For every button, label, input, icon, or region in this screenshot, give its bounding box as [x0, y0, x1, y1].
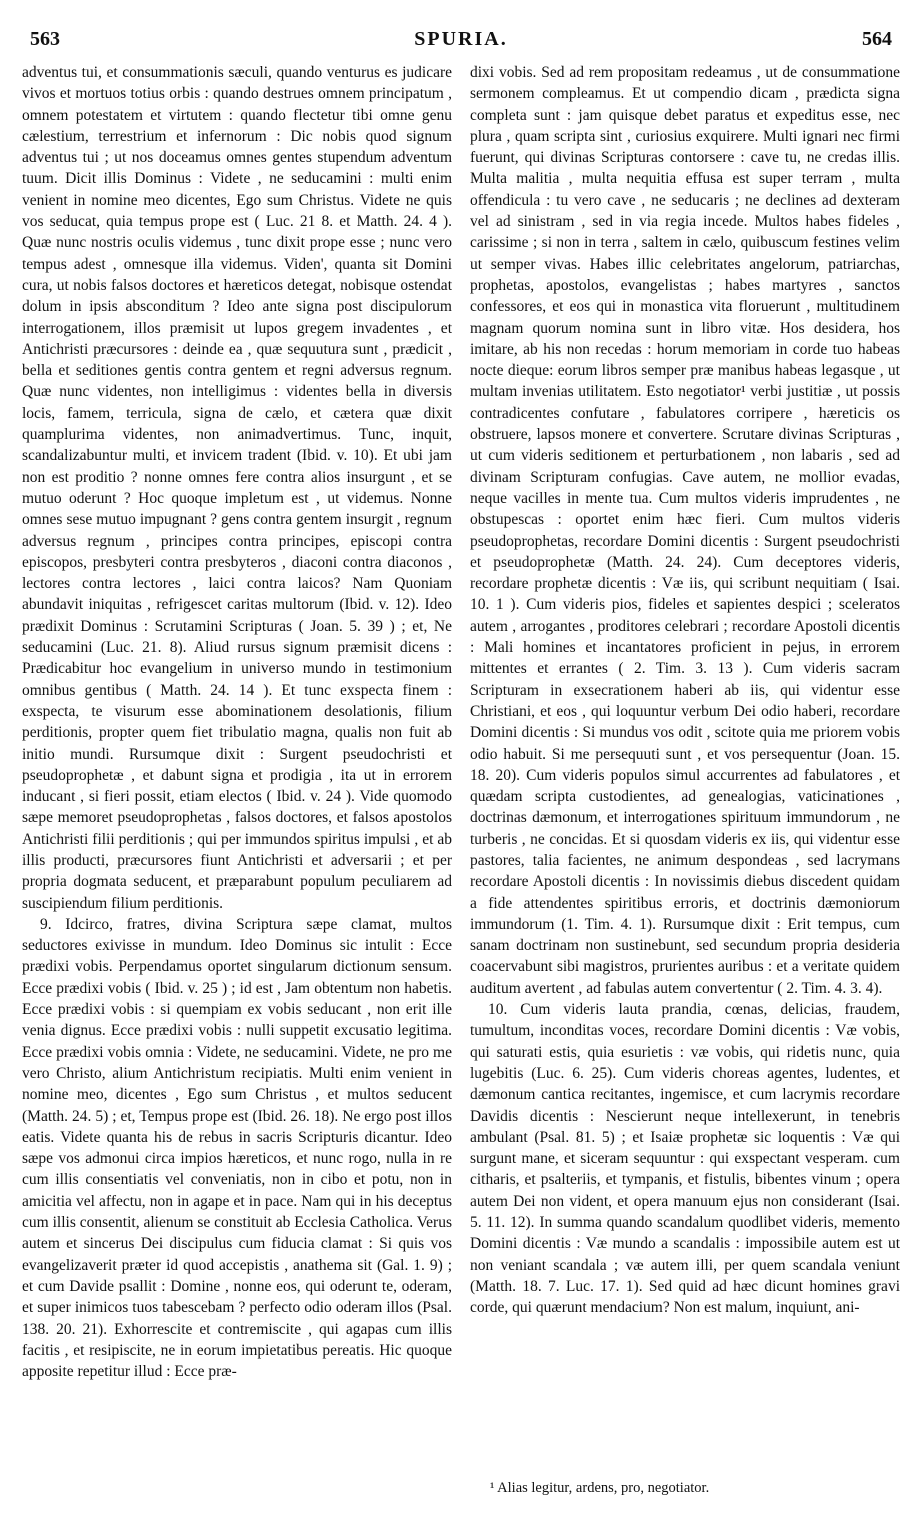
page-number-left: 563: [30, 28, 60, 50]
running-title: SPURIA.: [414, 28, 508, 50]
page-header: [30, 28, 892, 56]
right-paragraph-1: dixi vobis. Sed ad rem propositam redeamus , ut de consummatione sermonem compleamus. Et ut compendio dicam , prædicta signa completa sunt : jam quisque debet paratus et expeditus esse, nec plura , quam scripta sint , curiosius exquirere. Multi ignari nec firmi fuerunt, qui divinas Scripturas contorsere : cave tu, ne credas illis. Multa malitia , multa nequitia effusa est super terram , multa offendicula : tu vero cave , ne seducaris ; ne declines ad dexteram vel ad sinistram , sed in via regia incede. Multos habes fideles , carissime ; si non in terra , saltem in cælo, quibuscum festines velim ut semper vivas. Habes illic celebritates angelorum, patriarchas, prophetas, apostolos, evangelistas ; habes martyres , sanctos confessores, et eos qui in monastica vita floruerunt , multitudinem magnam quorum nomina sunt in libro vitæ. Hos desidera, hos imitare, ab his non recedas : horum memoriam in corde tuo habeas nocte dieque: eorum libros semper præ manibus habeas legasque , ut multam invenias utilitatem. Esto negotiator¹ verbi justitiæ , ut possis contradicentes confutare , fabulatores corripere , hæreticis os obstruere, lapsos monere et convertere. Scrutare divinas Scripturas , ut cum videris seditionem et perturbationem , non labaris , sed ad divinam Scripturam confugias. Cave autem, ne mollior evadas, neque vacilles in mente tua. Cum multos videris imprudentes , ne obstupescas : oportet enim hæc fieri. Cum multos videris pseudoprophetas, recordare Domini dicentis : Surgent pseudochristi et pseudoprophetæ (Matth. 24. 24). Cum deceptores videris, recordare prophetæ dicentis : Væ iis, qui scribunt nequitiam ( Isai. 10. 1 ). Cum videris pios, fideles et sapientes despici ; sceleratos autem , arrogantes , proditores celebrari ; recordare Apostoli dicentis : Mali homines et incantatores proficient in pejus, in errorem mittentes et errantes ( 2. Tim. 3. 13 ). Cum videris sacram Scripturam in exsecrationem haberi ab iis, qui videntur esse Christiani, et eos , qui loquuntur verbum Dei odio haberi, recordare Domini dicentis : Si mundus vos odit , scitote quia me priorem vobis odio habuit. Si me persequuti sunt , et vos persequentur (Joan. 15. 18. 20). Cum videris populos simul accurrentes ad fabulatores , et quædam scripta custodientes, ad genealogias, vaticinationes , doctrinas dæmonum, et interrogationes spirituum immundorum , ne turberis , ne concidas. Et si quosdam videris ex iis, qui videntur esse pastores, talia facientes, ne animum despondeas , sed lacrymans recordare Apostoli dicentis : In novissimis diebus discedent quidam a fide attendentes spiritibus erroris, et doctrinis dæmoniorum immundorum (1. Tim. 4. 1). Rursumque dixit : Erit tempus, cum sanam doctrinam non sustinebunt, sed secundum propria desideria coacervabunt sibi magistros, prurientes auribus : et a veritate quidem auditum avertent , ad fabulas autem convertentur ( 2. Tim. 4. 3. 4).: [470, 64, 900, 997]
right-paragraph-2: 10. Cum videris lauta prandia, cœnas, delicias, fraudem, tumultum, inconditas voces, recordare Domini dicentis : Væ vobis, qui saturati estis, quia esurietis : væ vobis, qui ridetis nunc, quia lugebitis (Luc. 6. 25). Cum videris choreas agentes, ludentes, et dæmonum cantica recitantes, ingemisce, et cum lacrymis recordare Davidis dicentis : Nescierunt neque intellexerunt, in tenebris ambulant (Psal. 81. 5) ; et Isaiæ prophetæ sic loquentis : Væ qui surgunt mane, et siceram sequuntur : qui exspectant vesperam. cum citharis, et psalteriis, et tympanis, et fistulis, bibentes vinum ; opera autem Dei non vident, et opera manuum ejus non considerant (Isai. 5. 11. 12). In summa quando scandalum quodlibet videris, memento Domini dicentis : Væ mundo a scandalis : impossibile autem est ut non veniant scandala ; væ autem illi, per quem scandala veniunt (Matth. 18. 7. Luc. 17. 1). Sed quid ad hæc dicunt homines gravi corde, qui quærunt mendacium? Non est malum, inquiunt, ani-: [470, 1001, 900, 1317]
footnote: ¹ Alias legitur, ardens, pro, negotiator.: [490, 1480, 710, 1496]
page-number-right: 564: [862, 28, 892, 50]
left-column: [22, 62, 452, 1502]
left-paragraph-1: adventus tui, et consummationis sæculi, quando venturus es judicare vivos et mortuos totius orbis : quando destrues omnem principatum , omnem potestatem et virtutem : quando flectetur tibi omne genu cælestium, terrestrium et infernorum : Dic nobis quod signum adventus tui ; ut nos doceamus omnes gentes stupendum adventum tuum. Dicit illis Dominus : Videte , ne seducamini : multi enim venient in nomine meo dicentes, Ego sum Christus. Videte ne quis vos seducat, quia tempus prope est ( Luc. 21 8. et Matth. 24. 4 ). Quæ nunc nostris oculis videmus , tunc dixit prope esse ; nunc vero tempus adest , omnesque illa videmus. Viden', quanta sit Domini cura, ut nobis falsos doctores et hæreticos detegat, nobisque ostendat dolum in ipsis absconditum ? Ideo ante signa post discipulorum interrogationem, illos præmisit ut lupos gregem invadentes , et Antichristi præcursores : deinde ea , quæ sequutura sunt , prædicit , bella et seditiones gentis contra gentem et regni adversus regnum. Quæ nunc videntes, non intelligimus : videntes bella in diversis locis, famem, terricula, signa de cælo, et cætera quæ dixit quamplurima videntes, non animadvertimus. Tunc, inquit, scandalizabuntur multi, et invicem tradent (Ibid. v. 10). Et ubi jam non est proditio ? nonne omnes fere contra alios insurgunt , et se mutuo oderunt ? Hoc quoque impletum est , ut videmus. Nonne omnes sese mutuo impugnant ? gens contra gentem insurgit , regnum adversus regnum , principes contra principes, episcopi contra episcopos, presbyteri contra presbyteros , diaconi contra diaconos , lectores contra lectores , laici contra laicos? Nam Quoniam abundavit iniquitas , refrigescet caritas multorum (Ibid. v. 12). Ideo prædixit Dominus : Scrutamini Scripturas ( Joan. 5. 39 ) ; et, Ne seducamini (Luc. 21. 8). Aliud rursus signum præmisit dicens : Prædicabitur hoc evangelium in universo mundo in testimonium omnibus gentibus ( Matth. 24. 14 ). Et tunc exspecta finem : exspecta, te visurum esse abominationem desolationis, filium perditionis, propter quem fiet tribulatio magna, qualis non fuit ab initio mundi. Rursumque dixit : Surgent pseudochristi et pseudoprophetæ , et dabunt signa et prodigia , ita ut in errorem inducant , si fieri possit, etiam electos ( Ibid. v. 24 ). Vide quomodo sæpe memoret pseudoprophetas , falsos doctores, et falsos apostolos Antichristi filii perditionis ; qui per immundos spiritus impulsi , et ab illis producti, præcursores fiunt Antichristi et adversarii ; et per propria dogmata seducent, et præparabunt populum peculiarem ad suscipiendum filium perditionis.: [22, 64, 452, 912]
left-paragraph-2: 9. Idcirco, fratres, divina Scriptura sæpe clamat, multos seductores exivisse in mundum. Ideo Dominus sic intulit : Ecce prædixi vobis. Perpendamus oportet singularum dictionum sensum. Ecce prædixi vobis ( Ibid. v. 25 ) ; id est , Jam obtentum non habetis. Ecce prædixi vobis : si quempiam ex vobis seducant , non erit ille venia dignus. Ecce prædixi vobis : nulli suppetit excusatio legitima. Ecce prædixi vobis omnia : Videte, ne seducamini. Videte, ne pro me vero Christo, alium Antichristum recipiatis. Multi enim venient in nomine meo, dicentes , Ego sum Christus , et multos seducent (Matth. 24. 5) ; et, Tempus prope est (Ibid. 26. 18). Ne ergo post illos eatis. Videte quanta his de rebus in sacris Scripturis dicantur. Ideo sæpe vos admonui circa impios hæreticos, et nunc rogo, nulla in re cum illis consentiatis vel conveniatis, non in cibo et potu, non in amicitia vel affectu, non in agape et in pace. Nam qui in his deceptus cum illis consentit, alienum se constituit ab Ecclesia Catholica. Verus autem et sincerus Dei discipulus cum fiducia clamat : Si quis vos evangelizaverit præter id quod accepistis , anathema sit (Gal. 1. 9) ; et cum Davide psallit : Domine , nonne eos, qui oderunt te, oderam, et super inimicos tuos tabescebam ? perfecto odio oderam illos (Psal. 138. 20. 21). Exhorrescite et contremiscite , qui agapas cum illis facitis , et resipiscite, ne in eorum impietatibus pereatis. Hic quoque apposite repetitur illud : Ecce præ-: [22, 915, 452, 1381]
right-column: [470, 62, 900, 1502]
